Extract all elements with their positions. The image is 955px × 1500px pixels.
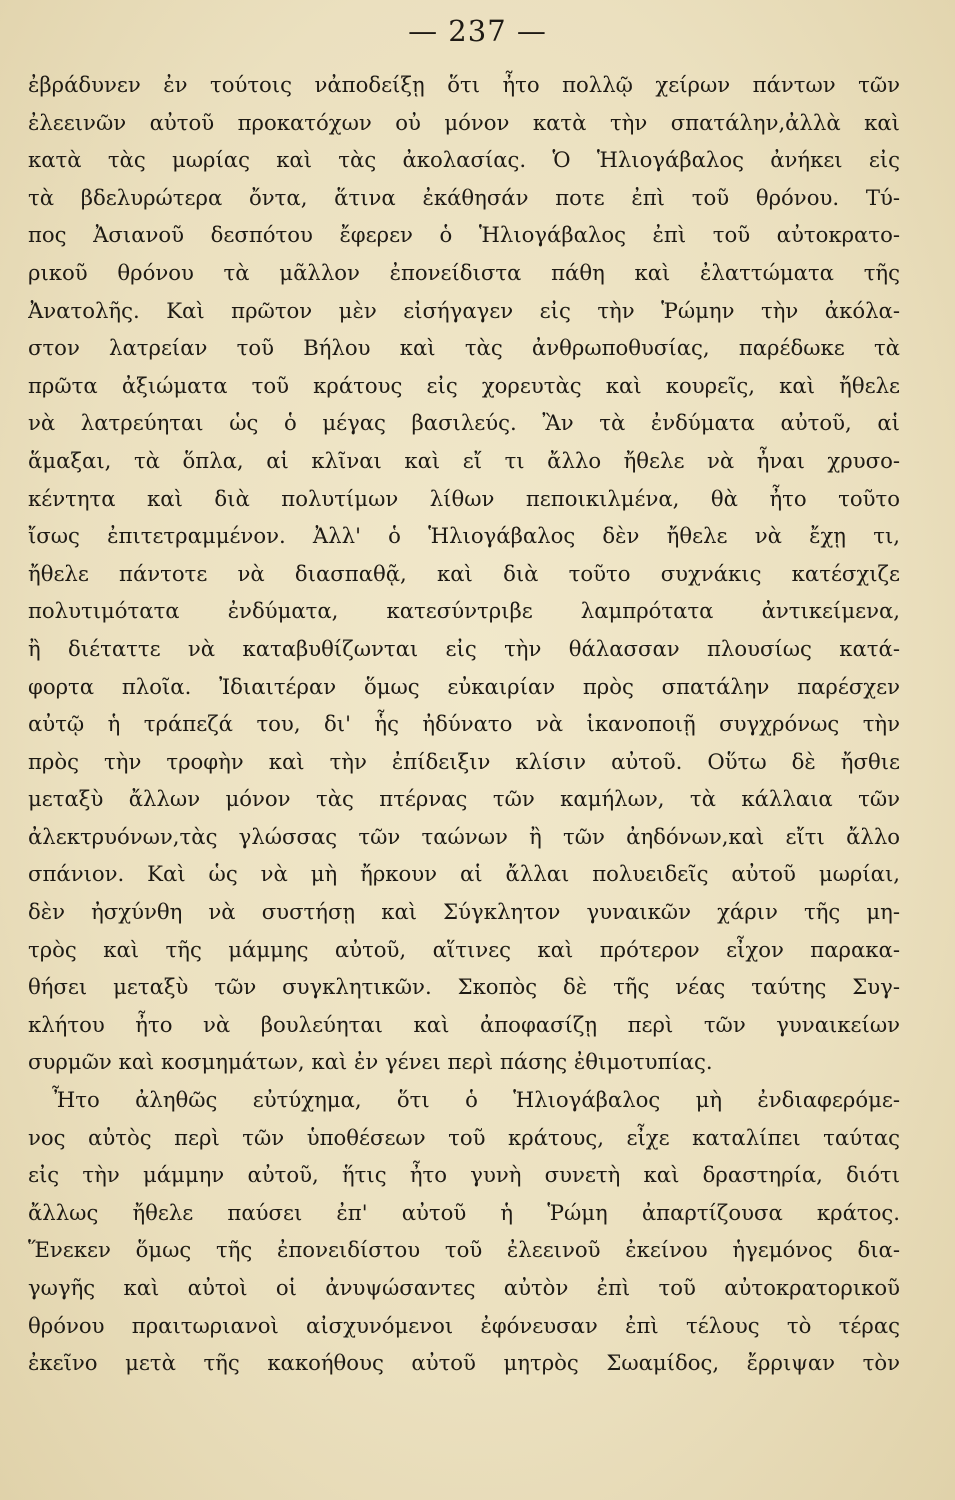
paragraph	[28, 1081, 900, 1382]
text-line: θρόνου πραιτωριανοὶ αἰσχυνόμενοι ἐφόνευσαν ἐπὶ τέλους τὸ τέρας	[28, 1312, 900, 1338]
text-line: Ἕνεκεν ὅμως τῆς ἐπονειδίστου τοῦ ἐλεεινοῦ ἐκείνου ἡγεμόνος δια-	[28, 1237, 900, 1263]
text-line: ρικοῦ θρόνου τὰ μᾶλλον ἐπονείδιστα πάθη καὶ ἐλαττώματα τῆς	[28, 259, 900, 285]
text-line: τρὸς καὶ τῆς μάμμης αὐτοῦ, αἵτινες καὶ πρότερον εἶχον παρακα-	[28, 936, 900, 962]
text-line: κέντητα καὶ διὰ πολυτίμων λίθων πεποικιλμένα, θὰ ἦτο τοῦτο	[28, 485, 900, 511]
text-line: γωγῆς καὶ αὐτοὶ οἱ ἀνυψώσαντες αὐτὸν ἐπὶ τοῦ αὐτοκρατορικοῦ	[28, 1275, 900, 1300]
text-line: συρμῶν καὶ κοσμημάτων, καὶ ἐν γένει περὶ πάσης ἐθιμοτυπίας.	[28, 1049, 713, 1075]
text-line: μεταξὺ ἄλλων μόνον τὰς πτέρνας τῶν καμήλων, τὰ κάλλαια τῶν	[28, 786, 900, 812]
text-line: πρῶτα ἀξιώματα τοῦ κράτους εἰς χορευτὰς καὶ κουρεῖς, καὶ ἤθελε	[28, 372, 900, 398]
text-line: Ἀνατολῆς. Καὶ πρῶτον μὲν εἰσήγαγεν εἰς τὴν Ῥώμην τὴν ἀκόλα-	[28, 297, 900, 323]
text-line: ἤθελε πάντοτε νὰ διασπαθᾷ, καὶ διὰ τοῦτο συχνάκις κατέσχιζε	[28, 560, 900, 586]
text-line: τὰ βδελυρώτερα ὄντα, ἅτινα ἐκάθησάν ποτε ἐπὶ τοῦ θρόνου. Τύ-	[28, 184, 900, 210]
text-line: φορτα πλοῖα. Ἰδιαιτέραν ὅμως εὐκαιρίαν πρὸς σπατάλην παρέσχεν	[28, 673, 900, 699]
text-line: στον λατρείαν τοῦ Βήλου καὶ τὰς ἀνθρωποθυσίας, παρέδωκε τὰ	[28, 335, 900, 361]
page-number: — 237 —	[408, 14, 547, 48]
text-line: ἐλεεινῶν αὐτοῦ προκατόχων οὐ μόνον κατὰ τὴν σπατάλην,ἀλλὰ καὶ	[28, 109, 900, 135]
body-text	[28, 66, 900, 1382]
text-line: ἄλλως ἤθελε παύσει ἐπ' αὐτοῦ ἡ Ῥώμη ἀπαρτίζουσα κράτος.	[28, 1199, 900, 1225]
text-line: πολυτιμότατα ἐνδύματα, κατεσύντριβε λαμπρότατα ἀντικείμενα,	[28, 598, 900, 624]
text-line: ἢ διέταττε νὰ καταβυθίζωνται εἰς τὴν θάλασσαν πλουσίως κατά-	[28, 635, 900, 661]
text-line: πος Ἀσιανοῦ δεσπότου ἔφερεν ὁ Ἡλιογάβαλος ἐπὶ τοῦ αὐτοκρατο-	[28, 222, 900, 248]
text-line: ἴσως ἐπιτετραμμένον. Ἀλλ' ὁ Ἡλιογάβαλος δὲν ἤθελε νὰ ἔχῃ τι,	[28, 523, 900, 549]
text-line: εἰς τὴν μάμμην αὐτοῦ, ἥτις ἦτο γυνὴ συνετὴ καὶ δραστηρία, διότι	[28, 1162, 900, 1188]
text-line: κλήτου ἦτο νὰ βουλεύηται καὶ ἀποφασίζῃ περὶ τῶν γυναικείων	[28, 1011, 900, 1037]
text-line: θήσει μεταξὺ τῶν συγκλητικῶν. Σκοπὸς δὲ τῆς νέας ταύτης Συγ-	[28, 974, 900, 1000]
text-line: νὰ λατρεύηται ὡς ὁ μέγας βασιλεύς. Ἂν τὰ ἐνδύματα αὐτοῦ, αἱ	[28, 410, 900, 436]
text-line: ἐβράδυνεν ἐν τούτοις νἀποδείξῃ ὅτι ἦτο πολλῷ χείρων πάντων τῶν	[28, 72, 900, 97]
text-line: Ἦτο ἀληθῶς εὐτύχημα, ὅτι ὁ Ἡλιογάβαλος μὴ ἐνδιαφερόμε-	[52, 1087, 900, 1113]
text-line: αὐτῷ ἡ τράπεζά του, δι' ἧς ἠδύνατο νὰ ἱκανοποιῇ συγχρόνως τὴν	[28, 711, 900, 737]
paragraph	[28, 66, 900, 1081]
text-line: ἅμαξαι, τὰ ὅπλα, αἱ κλῖναι καὶ εἴ τι ἄλλο ἤθελε νὰ ἦναι χρυσο-	[28, 447, 900, 473]
text-line: σπάνιον. Καὶ ὡς νὰ μὴ ἤρκουν αἱ ἄλλαι πολυειδεῖς αὐτοῦ μωρίαι,	[28, 861, 900, 887]
text-line: ἐκεῖνο μετὰ τῆς κακοήθους αὐτοῦ μητρὸς Σωαμίδος, ἔρριψαν τὸν	[28, 1350, 900, 1376]
text-line: κατὰ τὰς μωρίας καὶ τὰς ἀκολασίας. Ὁ Ἡλιογάβαλος ἀνήκει εἰς	[28, 147, 900, 173]
text-line: νος αὐτὸς περὶ τῶν ὑποθέσεων τοῦ κράτους, εἶχε καταλίπει ταύτας	[28, 1124, 900, 1150]
text-line: ἀλεκτρυόνων,τὰς γλώσσας τῶν ταώνων ἢ τῶν ἀηδόνων,καὶ εἴτι ἄλλο	[28, 823, 900, 849]
text-line: δὲν ἠσχύνθη νὰ συστήσῃ καὶ Σύγκλητον γυναικῶν χάριν τῆς μη-	[28, 899, 900, 925]
text-line: πρὸς τὴν τροφὴν καὶ τὴν ἐπίδειξιν κλίσιν αὐτοῦ. Οὕτω δὲ ἤσθιε	[28, 748, 900, 774]
